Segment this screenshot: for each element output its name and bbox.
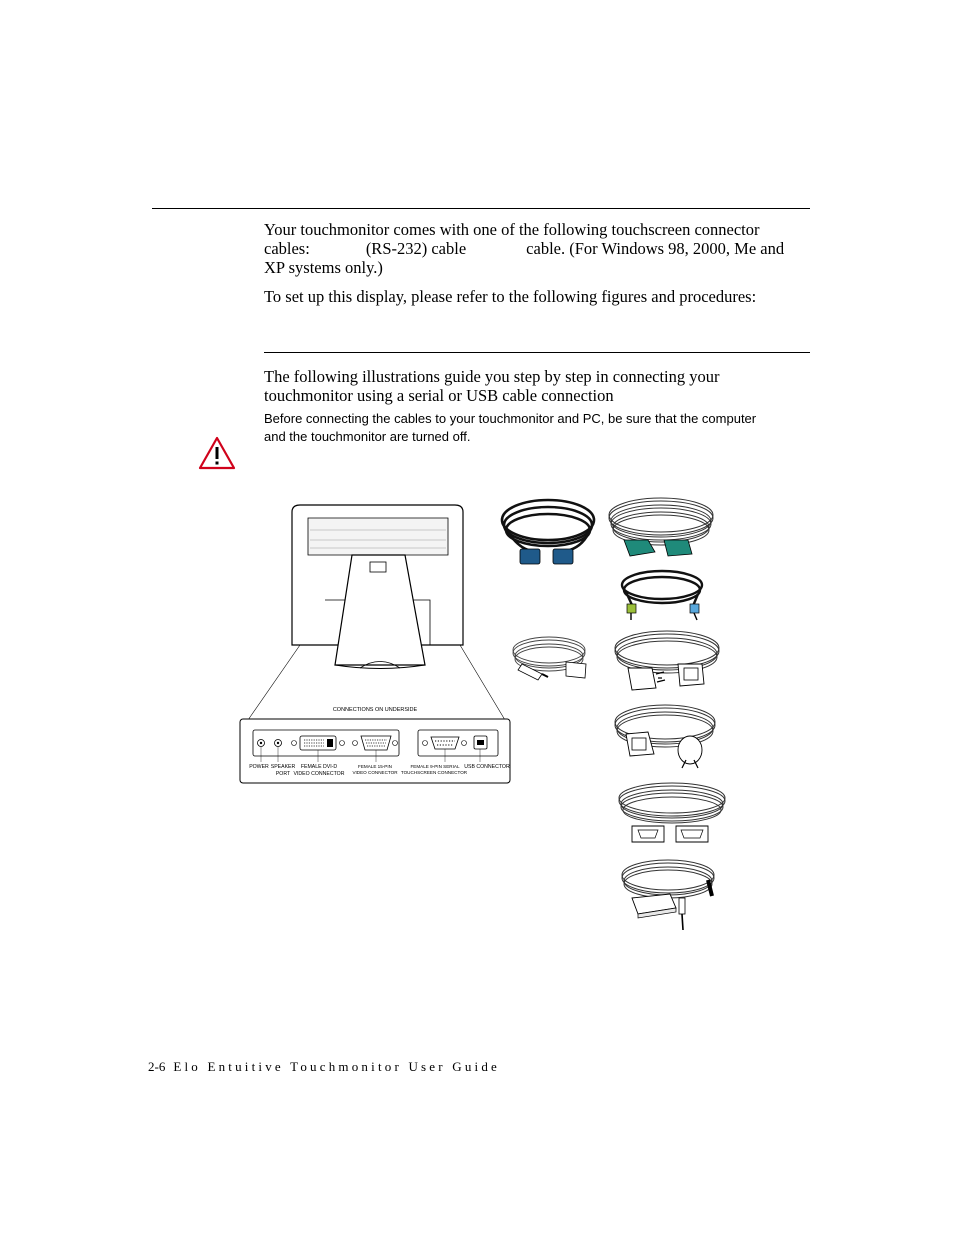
warning-triangle-icon	[198, 436, 236, 470]
serial-touchscreen-cable-illustration	[619, 783, 725, 842]
usb-port-icon	[474, 736, 487, 749]
callout-line-right	[460, 645, 505, 720]
audio-cable-illustration	[622, 571, 702, 620]
intro-line-3: XP systems only.)	[264, 258, 383, 277]
guide-paragraph	[264, 367, 810, 405]
guide-line-1: The following illustrations guide you step by step in connecting your	[264, 367, 720, 386]
callout-line-left	[248, 645, 300, 720]
setup-paragraph: To set up this display, please refer to the following figures and procedures:	[264, 287, 757, 306]
label-dvi-1: FEMALE DVI-D	[300, 764, 338, 770]
label-speaker-1: SPEAKER	[270, 764, 296, 770]
vga-video-cable-illustration	[609, 498, 713, 556]
label-dvi-2: VIDEO CONNECTOR	[293, 771, 345, 777]
intro-line-2a: cables:	[264, 239, 310, 258]
power-cord-eu-illustration	[615, 705, 715, 768]
page-footer	[148, 1059, 500, 1075]
page-number: 2-6	[148, 1059, 166, 1074]
intro-line-2c: cable. (For Windows 98, 2000, Me and	[526, 239, 785, 258]
intro-line-2b: (RS-232) cable	[365, 239, 467, 258]
label-usb: USB CONNECTOR	[464, 764, 510, 770]
warning-note	[264, 410, 810, 446]
monitor-rear-illustration	[292, 505, 463, 669]
intro-paragraph	[264, 220, 810, 277]
usb-cable-illustration	[513, 637, 586, 680]
label-serial-1: FEMALE 9-PIN SERIAL	[410, 764, 460, 769]
label-speaker-2: PORT	[275, 771, 291, 777]
guide-line-2: touchmonitor using a serial or USB cable connection	[264, 386, 614, 405]
label-vga-2: VIDEO CONNECTOR	[352, 770, 398, 775]
panel-title: CONNECTIONS ON UNDERSIDE	[332, 707, 418, 713]
intro-line-1: Your touchmonitor comes with one of the following touchscreen connector	[264, 220, 760, 239]
label-vga-1: FEMALE 15-PIN	[358, 764, 392, 769]
label-serial-2: TOUCHSCREEN CONNECTOR	[400, 770, 468, 775]
power-cord-us-illustration	[615, 631, 719, 690]
label-power: POWER	[249, 764, 269, 770]
section-rule-middle	[264, 352, 810, 353]
section-rule-top	[152, 208, 810, 209]
footer-title: Elo Entuitive Touchmonitor User Guide	[173, 1059, 501, 1074]
warning-line-1: Before connecting the cables to your touchmonitor and PC, be sure that the computer	[264, 411, 757, 426]
dvi-video-cable-illustration	[502, 500, 594, 564]
power-brick-cable-illustration	[622, 860, 714, 930]
warning-line-2: and the touchmonitor are turned off.	[264, 429, 471, 444]
